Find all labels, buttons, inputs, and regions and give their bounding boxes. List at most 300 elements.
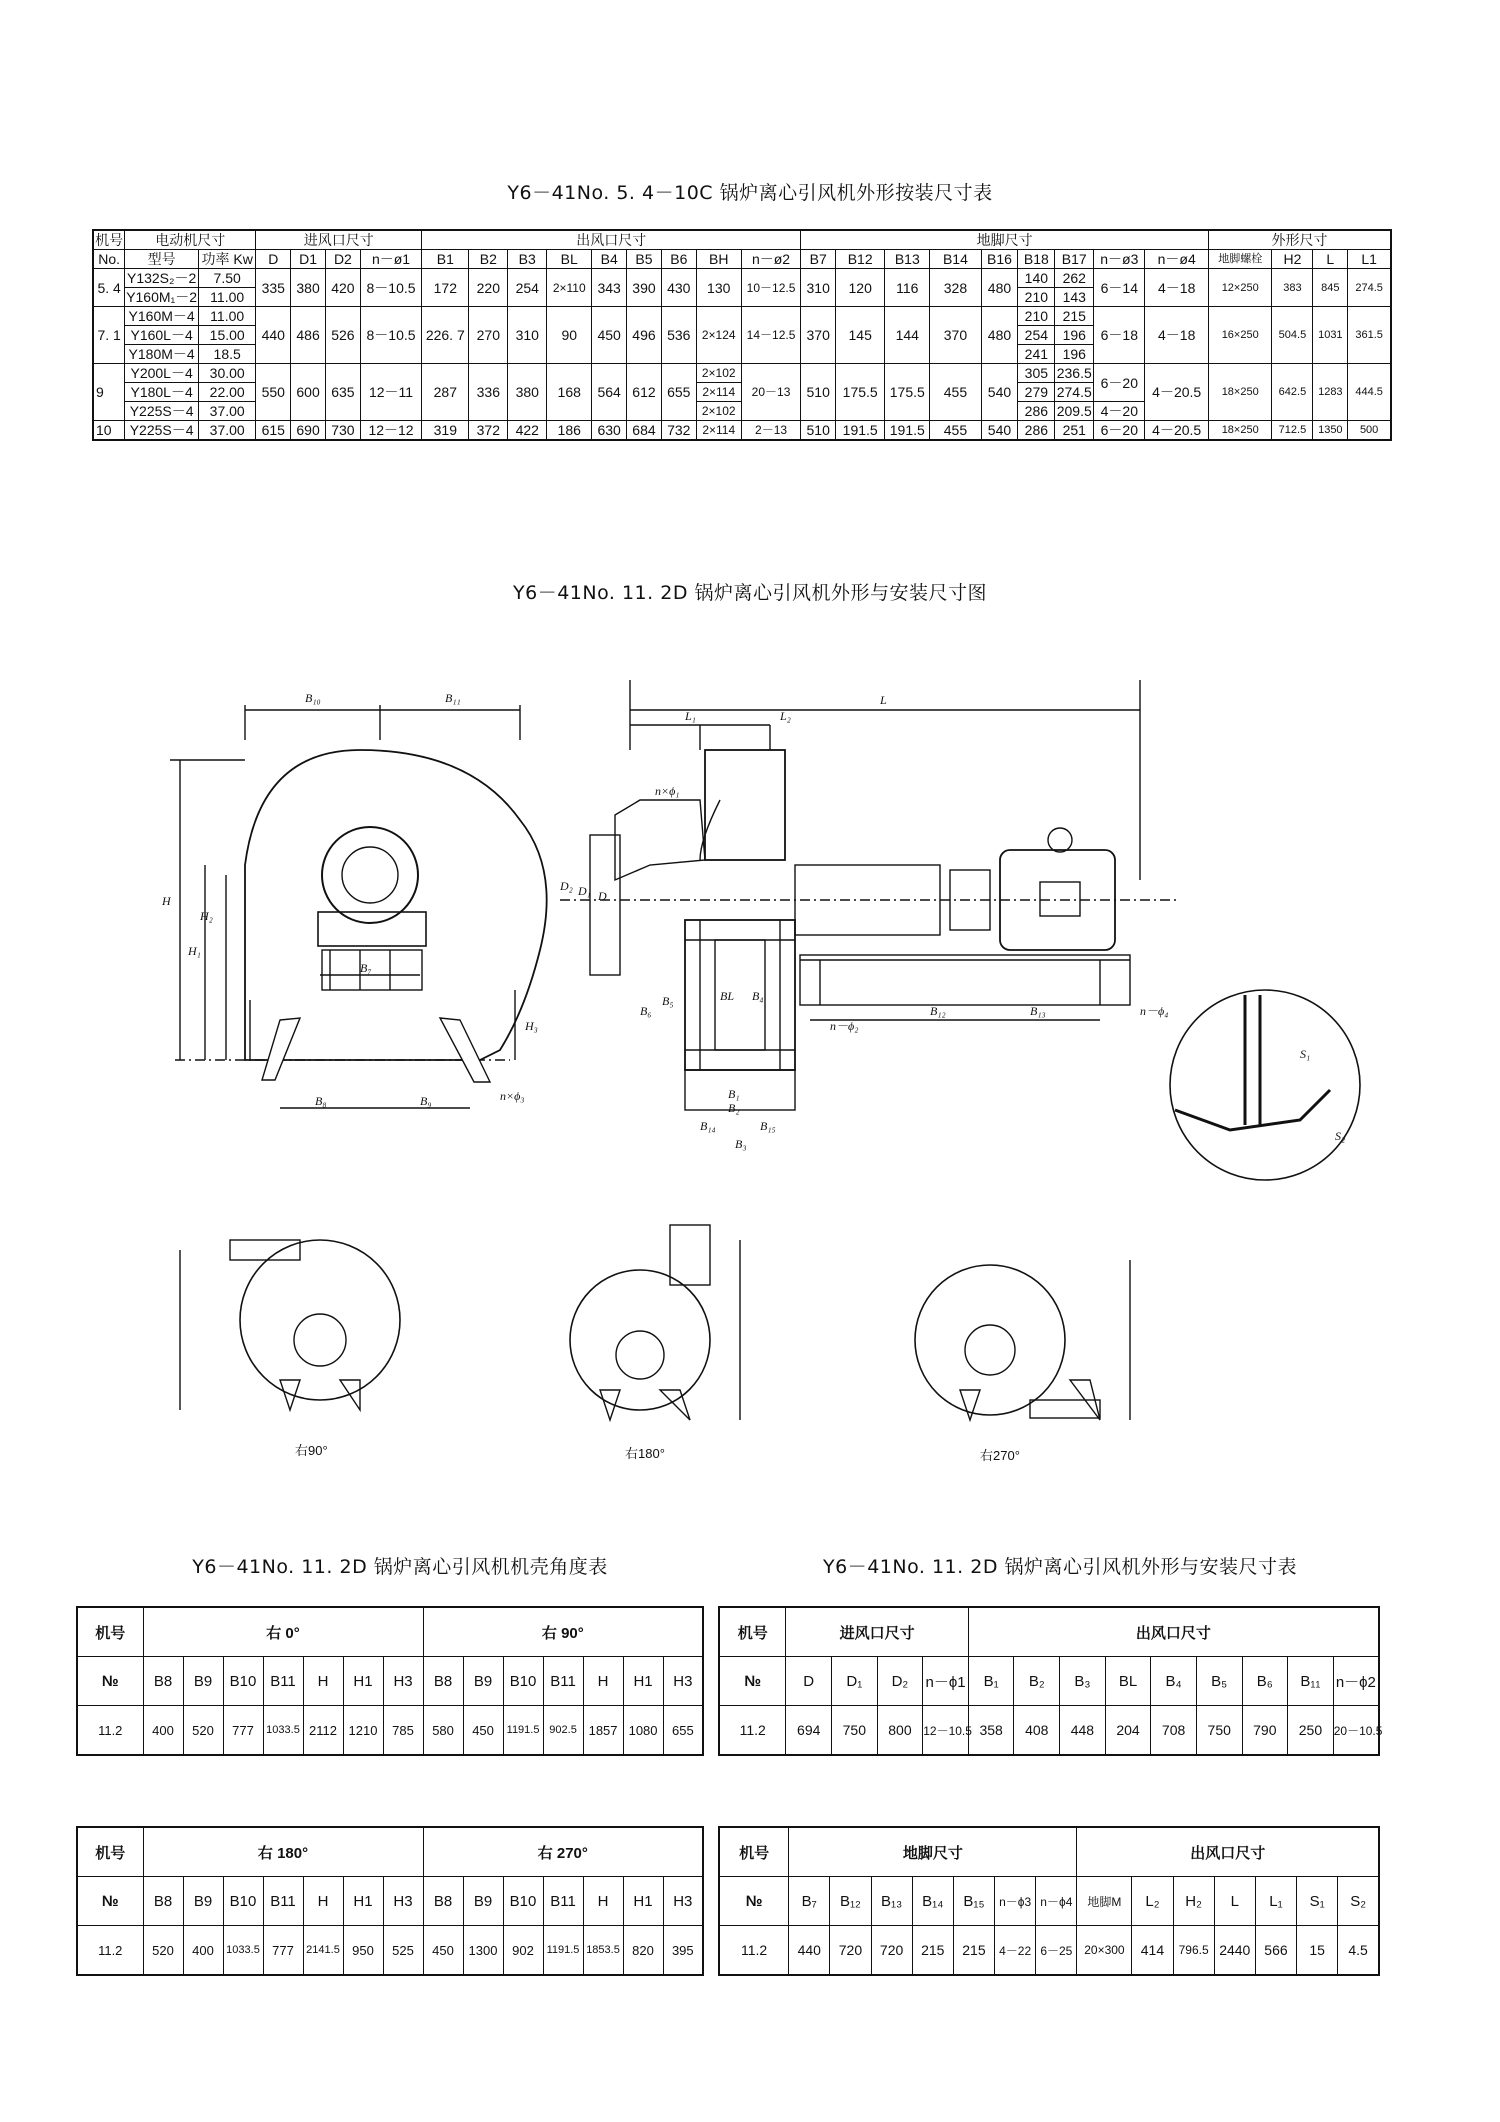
cell: 750 <box>1196 1706 1242 1756</box>
cell: 270 <box>469 307 508 364</box>
header-cell: No. <box>93 250 125 269</box>
table1-header-row <box>93 250 1391 269</box>
cell: 186 <box>547 421 592 441</box>
cell: 580 <box>423 1706 463 1756</box>
cell: 20－10.5 <box>1333 1706 1379 1756</box>
cell: 480 <box>981 307 1018 364</box>
cell: 684 <box>627 421 662 441</box>
cell: 37.00 <box>199 402 256 421</box>
cell: B10 <box>223 1657 263 1706</box>
table5-casing-angle-180-270 <box>76 1826 704 1976</box>
cell: 500 <box>1348 421 1391 441</box>
cell: 4－20.5 <box>1145 421 1209 441</box>
cell: 11.2 <box>719 1706 786 1756</box>
cell: B8 <box>143 1877 183 1926</box>
cell: H3 <box>663 1657 703 1706</box>
cell: 145 <box>836 307 885 364</box>
cell: 1033.5 <box>223 1926 263 1976</box>
weld-detail-view <box>1170 990 1360 1180</box>
cell: 536 <box>661 307 696 364</box>
table-row <box>719 1657 1379 1706</box>
cell: D₂ <box>877 1657 923 1706</box>
cell: 796.5 <box>1173 1926 1214 1976</box>
cell: 12－12 <box>360 421 421 441</box>
cell: 241 <box>1018 345 1055 364</box>
header-cell: B16 <box>981 250 1018 269</box>
cell: 6－20 <box>1094 364 1145 402</box>
cell: 进风口尺寸 <box>786 1607 968 1657</box>
cell: 8－10.5 <box>360 307 421 364</box>
label-L: L <box>880 693 887 707</box>
label-B11: B₁₁ <box>445 691 461 705</box>
caption-right-270: 右270° <box>980 1448 1020 1463</box>
cell: 90 <box>547 307 592 364</box>
cell: 615 <box>256 421 291 441</box>
table3-title: Y6－41No. 11. 2D 锅炉离心引风机机壳角度表 <box>192 1556 608 1578</box>
label-B10: B₁₀ <box>305 691 321 705</box>
cell: 480 <box>981 269 1018 307</box>
cell: 2×114 <box>696 383 741 402</box>
cell: 1283 <box>1313 364 1348 421</box>
cell: B₁₁ <box>1288 1657 1334 1706</box>
cell: 690 <box>291 421 326 441</box>
cell: 172 <box>422 269 469 307</box>
cell: 440 <box>256 307 291 364</box>
cell: 510 <box>801 364 836 421</box>
header-cell: B6 <box>661 250 696 269</box>
cell: H <box>303 1657 343 1706</box>
cell: B9 <box>463 1877 503 1926</box>
cell: 1300 <box>463 1926 503 1976</box>
cell: 7. 1 <box>93 307 125 364</box>
cell: 4.5 <box>1338 1926 1379 1976</box>
label-B9: B₉ <box>420 1094 432 1108</box>
cell: B9 <box>183 1877 223 1926</box>
cell: 635 <box>325 364 360 421</box>
cell: 287 <box>422 364 469 421</box>
table-row <box>93 421 1391 441</box>
label-L2: L₂ <box>780 709 791 723</box>
cell: 4－20 <box>1094 402 1145 421</box>
header-cell: BH <box>696 250 741 269</box>
cell: 5. 4 <box>93 269 125 307</box>
cell: 175.5 <box>885 364 930 421</box>
cell: Y180M－4 <box>125 345 199 364</box>
cell: 144 <box>885 307 930 364</box>
cell: L₁ <box>1255 1877 1296 1926</box>
cell: 262 <box>1055 269 1094 288</box>
cell: B9 <box>463 1657 503 1706</box>
label-B3: B₃ <box>735 1137 747 1151</box>
label-H: H <box>162 894 171 908</box>
header-cell: B1 <box>422 250 469 269</box>
cell: B₁ <box>968 1657 1014 1706</box>
table-row <box>719 1706 1379 1756</box>
cell: D₁ <box>832 1657 878 1706</box>
cell: 254 <box>1018 326 1055 345</box>
cell: 140 <box>1018 269 1055 288</box>
cell: B10 <box>503 1877 543 1926</box>
table-row <box>93 364 1391 383</box>
cell: 175.5 <box>836 364 885 421</box>
cell: D <box>786 1657 832 1706</box>
cell: 777 <box>263 1926 303 1976</box>
header-cell: B17 <box>1055 250 1094 269</box>
cell: 18.5 <box>199 345 256 364</box>
cell: 7.50 <box>199 269 256 288</box>
cell: 400 <box>183 1926 223 1976</box>
cell: 694 <box>786 1706 832 1756</box>
cell: 20×300 <box>1077 1926 1132 1976</box>
table-row <box>77 1607 703 1657</box>
cell: 420 <box>325 269 360 307</box>
header-cell: B12 <box>836 250 885 269</box>
cell: H1 <box>343 1657 383 1706</box>
cell: B₁₂ <box>830 1877 871 1926</box>
header-cell: H2 <box>1272 250 1313 269</box>
cell: 612 <box>627 364 662 421</box>
cell: 274.5 <box>1056 384 1092 400</box>
cell: 390 <box>627 269 662 307</box>
header-cell: D2 <box>325 250 360 269</box>
label-nphi1: n×ϕ₁ <box>655 784 680 798</box>
cell: 2141.5 <box>303 1926 343 1976</box>
cell: 1350 <box>1313 421 1348 441</box>
label-nphi3: n×ϕ₃ <box>500 1089 525 1103</box>
view-right-270 <box>915 1260 1130 1420</box>
group-foot: 地脚尺寸 <box>801 230 1209 250</box>
cell: 1191.5 <box>543 1926 583 1976</box>
header-cell: n－ø1 <box>360 250 421 269</box>
cell: 9 <box>93 364 125 421</box>
fan-installation-drawing <box>0 620 1500 1520</box>
label-L1: L₁ <box>685 709 696 723</box>
cell: BL <box>1105 1657 1151 1706</box>
cell: B₃ <box>1060 1657 1106 1706</box>
cell: 210 <box>1018 288 1055 307</box>
table-row <box>719 1926 1379 1976</box>
cell: 1853.5 <box>583 1926 623 1976</box>
cell: 6－14 <box>1094 269 1145 307</box>
cell: 右 90° <box>423 1607 703 1657</box>
cell: 地脚M <box>1077 1877 1132 1926</box>
cell: 120 <box>836 269 885 307</box>
cell: 右 180° <box>143 1827 423 1877</box>
label-B13: B₁₃ <box>1030 1004 1046 1018</box>
table-row <box>719 1607 1379 1657</box>
group-outlet: 出风口尺寸 <box>422 230 801 250</box>
cell: 215 <box>953 1926 994 1976</box>
cell: 422 <box>508 421 547 441</box>
cell: H <box>583 1657 623 1706</box>
cell: 408 <box>1014 1706 1060 1756</box>
cell: B₁₃ <box>871 1877 912 1926</box>
cell: n－ϕ4 <box>1036 1877 1077 1926</box>
header-cell: L1 <box>1348 250 1391 269</box>
main-fan-side-view <box>170 705 547 1108</box>
label-D: D <box>598 889 607 903</box>
cell: 12×250 <box>1208 269 1272 307</box>
cell: 1080 <box>623 1706 663 1756</box>
cell: 777 <box>223 1706 263 1756</box>
cell: 414 <box>1132 1926 1173 1976</box>
cell: № <box>77 1657 143 1706</box>
outlet-section-view <box>590 680 1140 1110</box>
label-B2: B₂ <box>728 1101 740 1115</box>
cell: B9 <box>183 1657 223 1706</box>
cell: 486 <box>291 307 326 364</box>
cell: H3 <box>383 1657 423 1706</box>
cell: 地脚尺寸 <box>789 1827 1077 1877</box>
cell: H3 <box>383 1877 423 1926</box>
table-row <box>719 1877 1379 1926</box>
cell: 335 <box>256 269 291 307</box>
cell: 630 <box>592 421 627 441</box>
table-row <box>93 269 1391 288</box>
cell: 564 <box>592 364 627 421</box>
cell: 右 0° <box>143 1607 423 1657</box>
cell: 785 <box>383 1706 423 1756</box>
cell: 11.2 <box>719 1926 789 1976</box>
header-cell: B7 <box>801 250 836 269</box>
cell: 4－20.5 <box>1145 364 1209 421</box>
header-cell: 型号 <box>125 250 199 269</box>
label-nphi2: n－ϕ₂ <box>830 1019 859 1033</box>
cell: 2×102 <box>696 364 741 383</box>
label-B6: B₆ <box>640 1004 652 1018</box>
cell: S₁ <box>1297 1877 1338 1926</box>
cell: B₁₅ <box>953 1877 994 1926</box>
cell: 520 <box>183 1706 223 1756</box>
cell: 196 <box>1055 345 1094 364</box>
header-cell: 地脚螺栓 <box>1208 250 1272 269</box>
cell: 361.5 <box>1348 307 1391 364</box>
table1-group-row <box>93 230 1391 250</box>
label-B14: B₁₄ <box>700 1119 716 1133</box>
group-motor: 电动机尺寸 <box>125 230 256 250</box>
cell: 215 <box>912 1926 953 1976</box>
cell: 902.5 <box>543 1706 583 1756</box>
label-H1: H₁ <box>188 944 201 958</box>
cell: 1191.5 <box>503 1706 543 1756</box>
cell: 15 <box>1297 1926 1338 1976</box>
cell: 6－20 <box>1094 421 1145 441</box>
cell: 6－18 <box>1094 307 1145 364</box>
cell: 236.5 <box>1056 365 1092 381</box>
cell: 274.5 <box>1348 269 1391 307</box>
group-inlet: 进风口尺寸 <box>256 230 422 250</box>
cell: 496 <box>627 307 662 364</box>
cell: 出风口尺寸 <box>968 1607 1379 1657</box>
cell: 37.00 <box>199 421 256 441</box>
cell: 750 <box>832 1706 878 1756</box>
label-D1: D₁ <box>578 884 591 898</box>
cell: 220 <box>469 269 508 307</box>
cell: 1033.5 <box>263 1706 303 1756</box>
cell: B₆ <box>1242 1657 1288 1706</box>
cell: 1857 <box>583 1706 623 1756</box>
cell: 566 <box>1255 1926 1296 1976</box>
cell: 950 <box>343 1926 383 1976</box>
cell: B₂ <box>1014 1657 1060 1706</box>
table-row <box>77 1926 703 1976</box>
cell: 2－13 <box>741 421 801 441</box>
cell: B11 <box>543 1657 583 1706</box>
header-cell: 功率 Kw <box>199 250 256 269</box>
cell: 540 <box>981 364 1018 421</box>
cell: № <box>719 1877 789 1926</box>
view-right-90 <box>180 1240 400 1410</box>
cell: H₂ <box>1173 1877 1214 1926</box>
cell: 380 <box>508 364 547 421</box>
cell: n－ϕ3 <box>995 1877 1036 1926</box>
cell: L₂ <box>1132 1877 1173 1926</box>
cell: 520 <box>143 1926 183 1976</box>
label-BL: BL <box>720 989 735 1003</box>
cell: L <box>1214 1877 1255 1926</box>
cell: B11 <box>543 1877 583 1926</box>
cell: 400 <box>143 1706 183 1756</box>
header-cell: B4 <box>592 250 627 269</box>
cell: Y132S₂－2 <box>125 269 199 288</box>
cell: 286 <box>1018 402 1055 421</box>
cell: 18×250 <box>1208 364 1272 421</box>
cell: Y225S－4 <box>125 402 199 421</box>
cell: 310 <box>508 307 547 364</box>
cell: B8 <box>423 1877 463 1926</box>
cell: 358 <box>968 1706 1014 1756</box>
label-B7: B₇ <box>360 961 372 975</box>
cell: 4－18 <box>1145 307 1209 364</box>
caption-right-90: 右90° <box>295 1443 328 1458</box>
cell: Y225S－4 <box>125 421 199 441</box>
cell: 902 <box>503 1926 543 1976</box>
cell: 4－22 <box>995 1926 1036 1976</box>
cell: 319 <box>422 421 469 441</box>
view-right-180 <box>570 1225 740 1420</box>
cell: 11.00 <box>199 307 256 326</box>
cell: 279 <box>1018 383 1055 402</box>
cell: 720 <box>871 1926 912 1976</box>
cell: 383 <box>1272 269 1313 307</box>
cell: 343 <box>592 269 627 307</box>
cell: 14－12.5 <box>741 307 801 364</box>
cell: B8 <box>143 1657 183 1706</box>
label-H3: H₃ <box>525 1019 538 1033</box>
cell: 168 <box>547 364 592 421</box>
cell: 右 270° <box>423 1827 703 1877</box>
cell: 6－25 <box>1036 1926 1077 1976</box>
table1-title: Y6－41No. 5. 4－10C 锅炉离心引风机外形按装尺寸表 <box>507 182 993 204</box>
header-cell: L <box>1313 250 1348 269</box>
cell: 30.00 <box>199 364 256 383</box>
cell: 550 <box>256 364 291 421</box>
cell: B11 <box>263 1657 303 1706</box>
cell: 2×114 <box>696 421 741 441</box>
cell: 730 <box>325 421 360 441</box>
group-jihao: 机号 <box>93 230 125 250</box>
label-B15: B₁₅ <box>760 1119 776 1133</box>
cell: 机号 <box>77 1827 143 1877</box>
cell: 191.5 <box>885 421 930 441</box>
header-cell: B18 <box>1018 250 1055 269</box>
cell: 机号 <box>719 1607 786 1657</box>
cell: № <box>719 1657 786 1706</box>
cell: 444.5 <box>1348 364 1391 421</box>
cell: H1 <box>343 1877 383 1926</box>
cell: 800 <box>877 1706 923 1756</box>
cell: Y160M₁－2 <box>126 289 198 305</box>
cell: 708 <box>1151 1706 1197 1756</box>
header-cell: B2 <box>469 250 508 269</box>
header-cell: n－ø3 <box>1094 250 1145 269</box>
table4-inlet-outlet <box>718 1606 1383 1756</box>
cell: B10 <box>223 1877 263 1926</box>
cell: B₇ <box>789 1877 830 1926</box>
label-S2: S₂ <box>1335 1129 1346 1143</box>
cell: 732 <box>661 421 696 441</box>
header-cell: n－ø2 <box>741 250 801 269</box>
cell: 448 <box>1060 1706 1106 1756</box>
cell: H <box>583 1877 623 1926</box>
cell: 10 <box>93 421 125 441</box>
table3-casing-angle-0-90 <box>76 1606 704 1756</box>
cell: 196 <box>1055 326 1094 345</box>
table6-foot-outlet <box>718 1826 1380 1976</box>
header-cell: BL <box>547 250 592 269</box>
header-cell: B14 <box>930 250 981 269</box>
label-B1: B₁ <box>728 1087 740 1101</box>
cell: 204 <box>1105 1706 1151 1756</box>
cell: 430 <box>661 269 696 307</box>
cell: 720 <box>830 1926 871 1976</box>
header-cell: B5 <box>627 250 662 269</box>
group-outline: 外形尺寸 <box>1208 230 1391 250</box>
cell: 16×250 <box>1208 307 1272 364</box>
label-nphi4: n－ϕ₄ <box>1140 1004 1169 1018</box>
cell: № <box>77 1877 143 1926</box>
cell: 395 <box>663 1926 703 1976</box>
label-D2: D₂ <box>560 879 573 893</box>
label-B5: B₅ <box>662 994 674 1008</box>
cell: 130 <box>696 269 741 307</box>
cell: 845 <box>1313 269 1348 307</box>
cell: 820 <box>623 1926 663 1976</box>
cell: H1 <box>623 1877 663 1926</box>
cell: S₂ <box>1338 1877 1379 1926</box>
cell: 655 <box>663 1706 703 1756</box>
cell: 8－10.5 <box>360 269 421 307</box>
cell: 209.5 <box>1056 403 1092 419</box>
label-B12: B₁₂ <box>930 1004 946 1018</box>
motor-and-base <box>560 828 1180 1020</box>
cell: 712.5 <box>1272 421 1313 441</box>
cell: 510 <box>801 421 836 441</box>
cell: 2×124 <box>696 307 741 364</box>
cell: 540 <box>981 421 1018 441</box>
cell: 642.5 <box>1272 364 1313 421</box>
cell: 20－13 <box>741 364 801 421</box>
cell: 机号 <box>719 1827 789 1877</box>
cell: 116 <box>885 269 930 307</box>
cell: 305 <box>1018 364 1055 383</box>
cell: B11 <box>263 1877 303 1926</box>
cell: B10 <box>503 1657 543 1706</box>
cell: 机号 <box>77 1607 143 1657</box>
label-S1: S₁ <box>1300 1047 1311 1061</box>
table4-title: Y6－41No. 11. 2D 锅炉离心引风机外形与安装尺寸表 <box>823 1556 1297 1578</box>
cell: 215 <box>1055 307 1094 326</box>
